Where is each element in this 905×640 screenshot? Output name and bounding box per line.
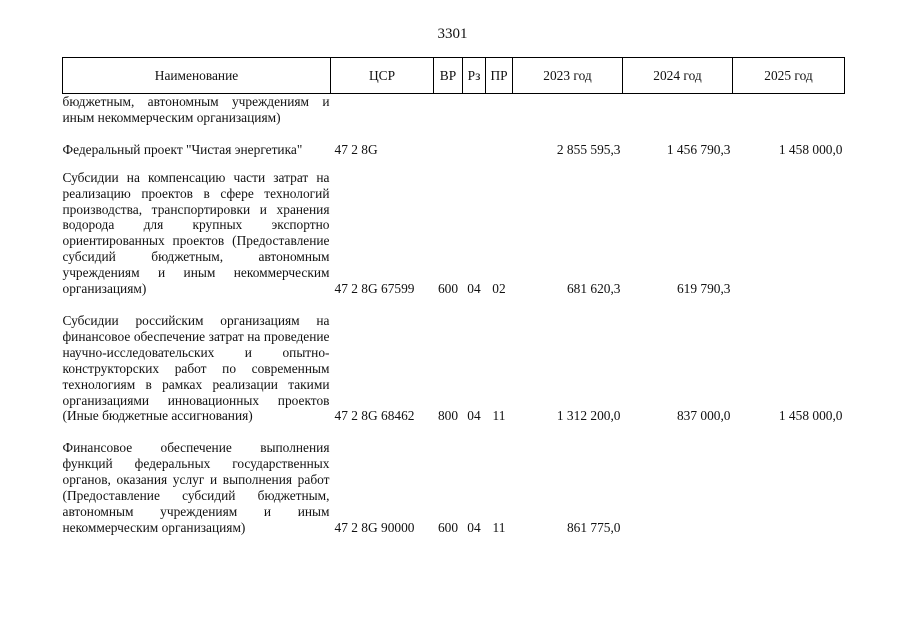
row-2024: 837 000,0 [676,408,731,424]
header-2025: 2025 год [733,58,845,94]
row-2023: 2 855 595,3 [556,141,621,157]
row-2023: 681 620,3 [566,281,621,297]
row-2024 [623,440,733,535]
row-spacer [63,424,845,440]
table-row [63,94,845,126]
header-pr: ПР [486,58,513,94]
row-name: бюджетным, автономным учреждениям и иным некоммерческим организациям) [62,94,330,125]
row-2024: 1 456 790,3 [666,141,731,157]
row-name: Субсидии российским организациям на финансовое обеспечение затрат на проведение научно-исследовательских и опытно-конструкторских работ по современным технологиям в рамках реализации такими организациями инновационных проектов (Иные бюджетные ассигнования) [62,312,330,424]
row-2025: 1 458 000,0 [778,141,843,157]
row-2025 [733,440,845,535]
row-rz [463,142,486,158]
spacer-cell [63,424,845,440]
row-vr [434,142,463,158]
row-vr [434,94,463,126]
header-name: Наименование [63,58,331,94]
row-csr [331,94,434,126]
row-spacer [63,158,845,170]
row-csr: 47 2 8G 67599 [334,281,415,297]
row-2023: 1 312 200,0 [556,408,621,424]
budget-table [62,57,845,536]
row-2024 [623,94,733,126]
row-2024: 619 790,3 [676,281,731,297]
spacer-cell [63,126,845,142]
row-2025 [733,94,845,126]
row-csr: 47 2 8G 90000 [334,519,415,535]
header-vr: ВР [434,58,463,94]
table-row [63,440,845,535]
row-pr [486,142,513,158]
row-spacer [63,297,845,313]
row-vr: 600 [437,281,459,297]
row-pr [486,94,513,126]
row-2025 [733,170,845,297]
row-rz: 04 [467,281,481,297]
spacer-cell [63,297,845,313]
row-vr: 600 [437,519,459,535]
row-pr: 11 [492,408,506,424]
row-csr: 47 2 8G [334,141,378,157]
row-rz [463,94,486,126]
row-rz: 04 [467,519,481,535]
row-pr: 11 [492,519,506,535]
row-vr: 800 [437,408,459,424]
row-csr: 47 2 8G 68462 [334,408,415,424]
row-spacer [63,126,845,142]
row-name: Субсидии на компенсацию части затрат на реализацию проектов в сфере технологий производства, транспортировки и хранения водорода для крупных экспортно ориентированных проектов (Предоставление субсидий бюджетным, автономным учреждениям и иным некоммерческим организациям) [62,169,330,297]
row-pr: 02 [492,281,506,297]
table-row [63,313,845,424]
row-2023: 861 775,0 [566,519,621,535]
header-2023: 2023 год [513,58,623,94]
page-number: 3301 [437,26,468,42]
row-2025: 1 458 000,0 [778,408,843,424]
row-rz: 04 [467,408,481,424]
spacer-cell [63,158,845,170]
header-2024: 2024 год [623,58,733,94]
header-rz: Рз [463,58,486,94]
row-name: Федеральный проект "Чистая энергетика" [62,141,303,157]
row-name: Финансовое обеспечение выполнения функций федеральных государственных органов, оказания услуг и выполнения работ (Предоставление субсидий бюджетным, автономным учреждениям и иным некоммерческим организациям) [62,440,330,535]
row-2023 [513,94,623,126]
table-header-row [63,58,845,94]
header-csr: ЦСР [331,58,434,94]
table-row [63,142,845,158]
table-row [63,170,845,297]
